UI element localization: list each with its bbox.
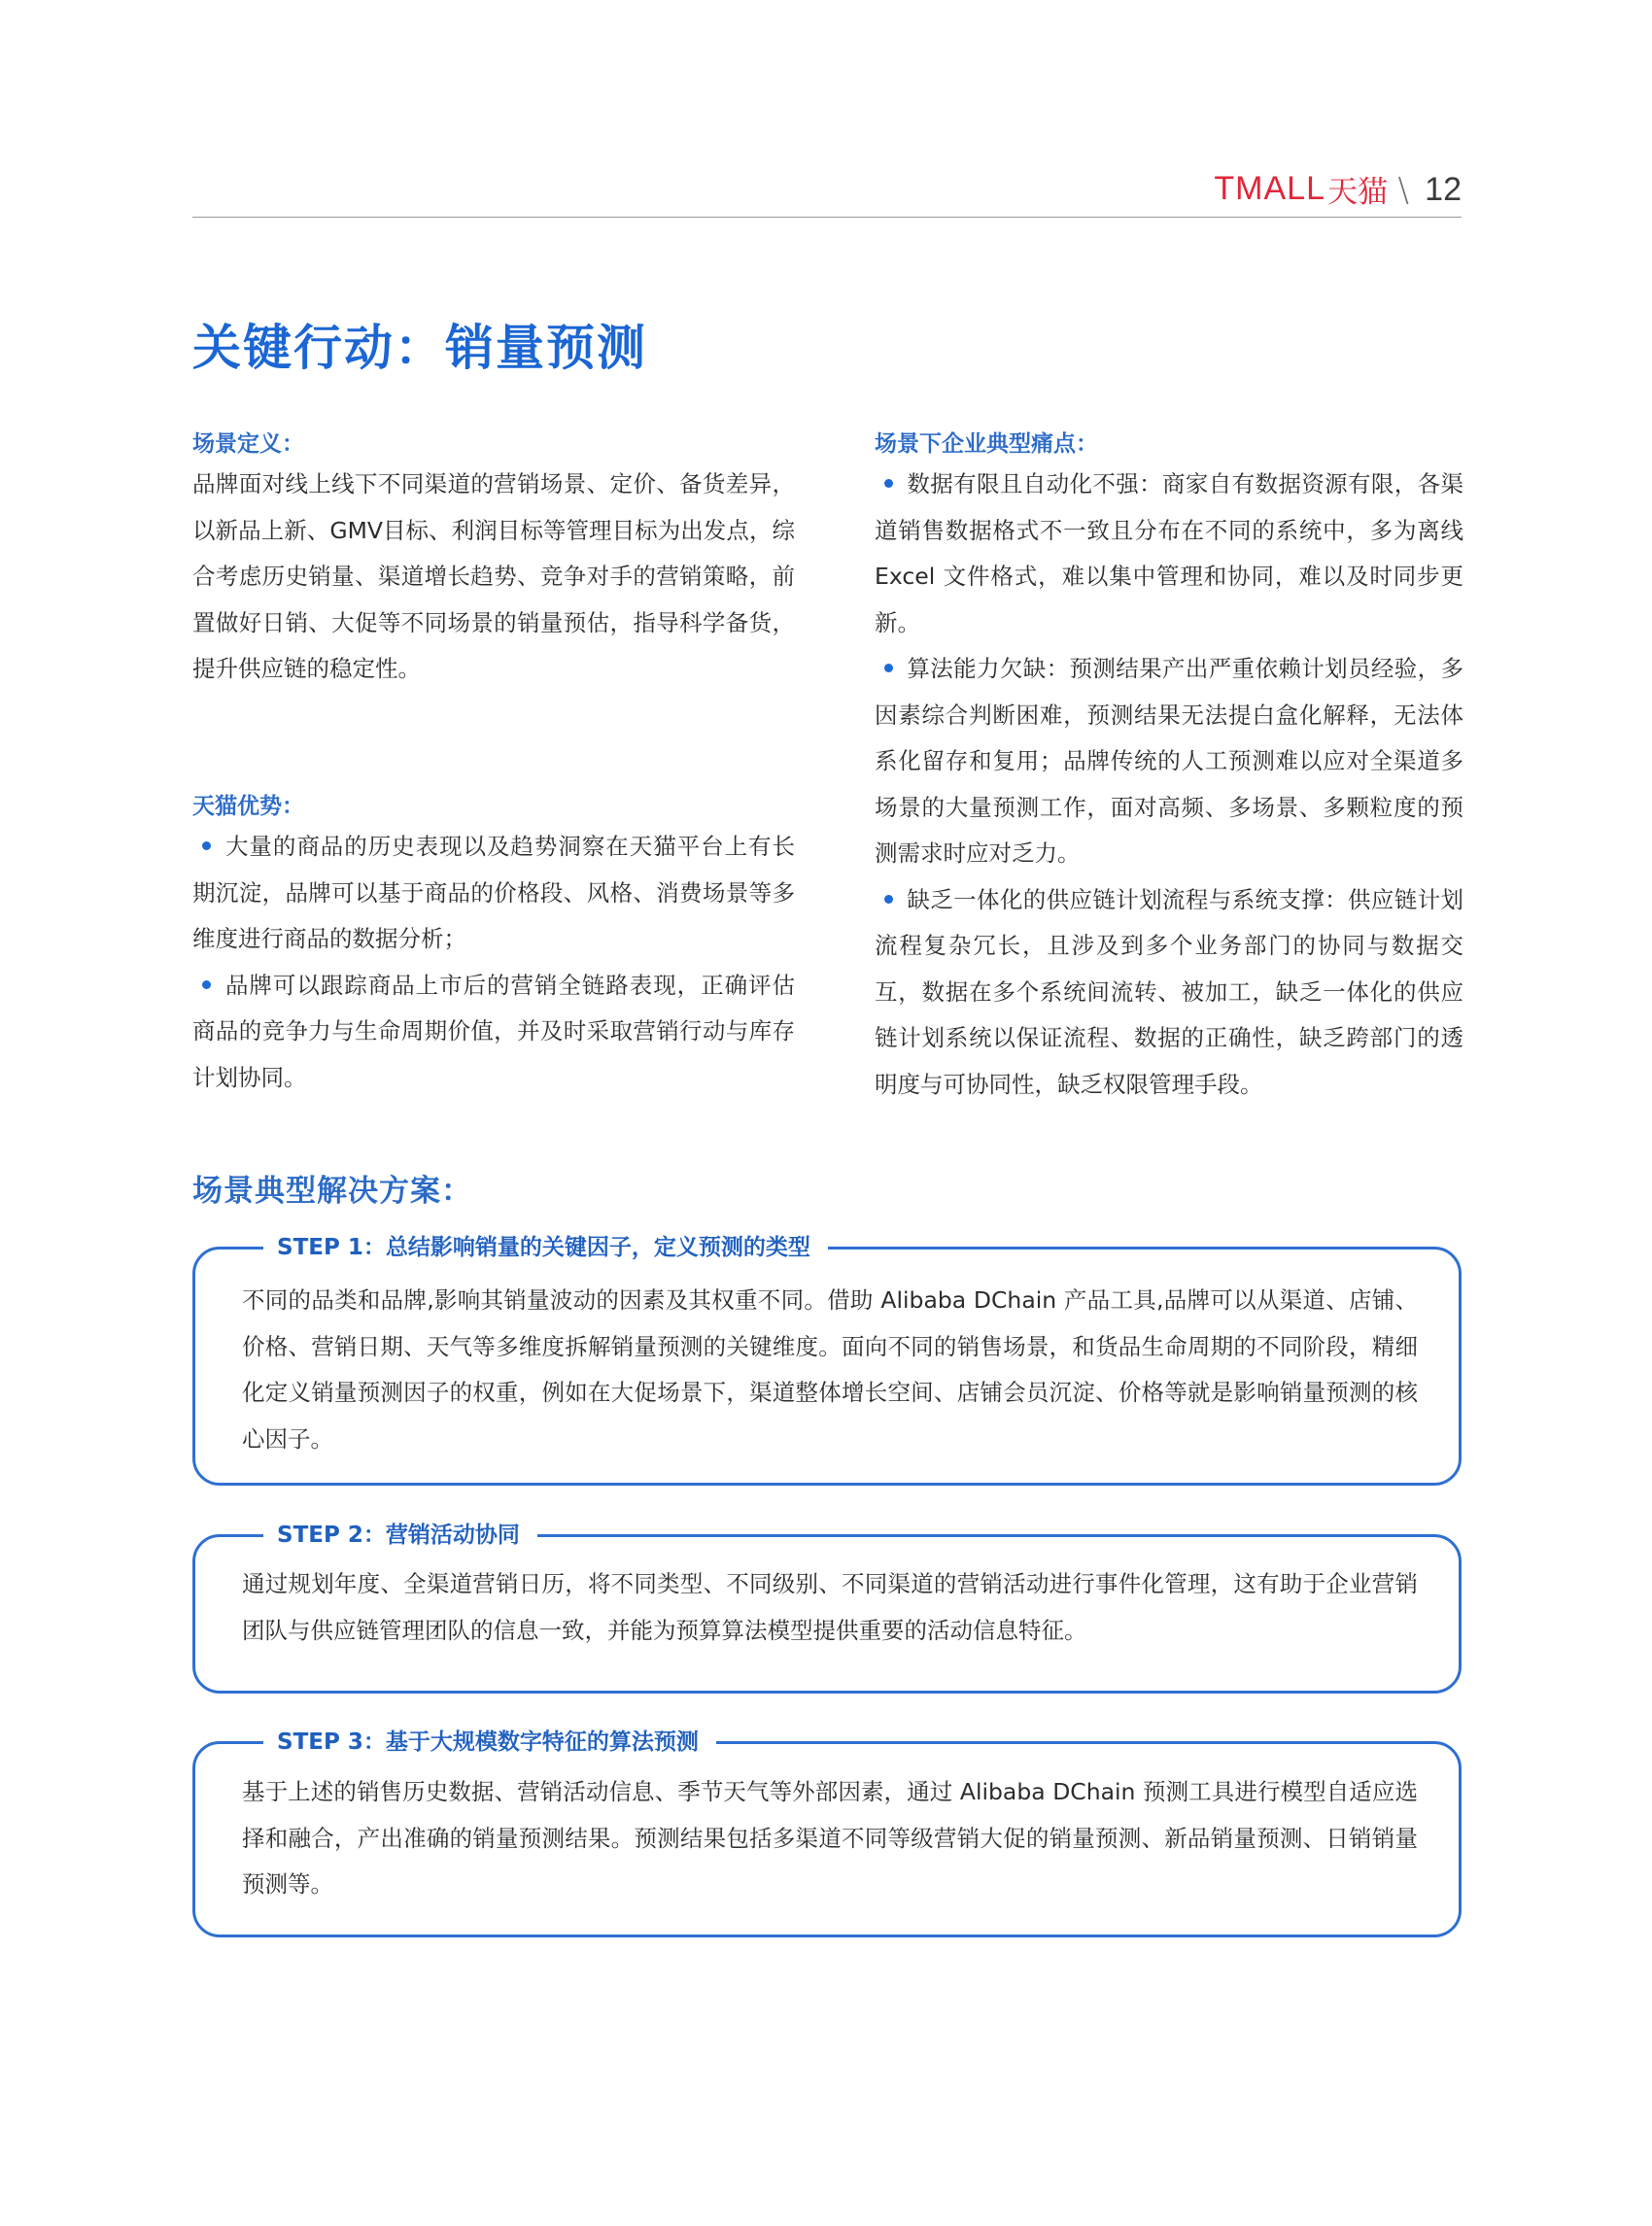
pain-points-section: [875, 462, 1463, 1108]
step-3-label: STEP 3：基于大规模数字特征的算法预测: [263, 1726, 716, 1759]
bullet-icon: [884, 479, 893, 488]
pain-point-item: [875, 646, 1463, 877]
pain-point-item: [875, 877, 1463, 1109]
step-1-box: [192, 1235, 1462, 1486]
bullet-icon: [884, 895, 893, 904]
advantage-item: [192, 963, 795, 1102]
step-3-text: 基于上述的销售历史数据、营销活动信息、季节天气等外部因素，通过 Alibaba DChain 预测工具进行模型自适应选择和融合，产出准确的销量预测结果。预测结果包括多渠道不同等级营销大促的销量预测、新品销量预测、日销销量预测等。: [242, 1778, 1418, 1898]
tmall-advantages-heading: 天猫优势：: [192, 794, 304, 819]
header-divider: [192, 217, 1462, 218]
logo-latin-text: TMALL: [1214, 169, 1325, 207]
advantage-text: 大量的商品的历史表现以及趋势洞察在天猫平台上有长期沉淀，品牌可以基于商品的价格段、风格、消费场景等多维度进行商品的数据分析；: [192, 833, 795, 952]
pain-point-text: 数据有限且自动化不强：商家自有数据资源有限，各渠道销售数据格式不一致且分布在不同的系统中，多为离线 Excel 文件格式，难以集中管理和协同，难以及时同步更新。: [875, 470, 1463, 636]
step-2-label: STEP 2：营销活动协同: [263, 1519, 537, 1552]
logo-chinese-text: 天猫: [1327, 174, 1388, 210]
advantage-item: [192, 824, 795, 963]
pain-point-item: [875, 462, 1463, 646]
pain-point-text: 算法能力欠缺：预测结果产出严重依赖计划员经验，多因素综合判断困难，预测结果无法提白盒化解释，无法体系化留存和复用；品牌传统的人工预测难以应对全渠道多场景的大量预测工作，面对高频、多场景、多颗粒度的预测需求时应对乏力。: [875, 655, 1463, 867]
scene-definition-section: [192, 462, 795, 693]
page-number: 12: [1425, 171, 1462, 208]
step-3-box: [192, 1729, 1462, 1937]
page-title: 关键行动：销量预测: [192, 320, 647, 376]
scene-definition-text: 品牌面对线上线下不同渠道的营销场景、定价、备货差异，以新品上新、GMV目标、利润目标等管理目标为出发点，综合考虑历史销量、渠道增长趋势、竞争对手的营销策略，前置做好日销、大促等不同场景的销量预估，指导科学备货，提升供应链的稳定性。: [192, 470, 795, 682]
header-separator: \: [1397, 171, 1409, 210]
pain-points-heading: 场景下企业典型痛点：: [875, 431, 1098, 457]
tmall-logo: [1214, 169, 1388, 208]
solutions-heading: 场景典型解决方案：: [192, 1174, 472, 1209]
bullet-icon: [202, 841, 211, 850]
scene-definition-heading: 场景定义：: [192, 431, 304, 457]
pain-point-text: 缺乏一体化的供应链计划流程与系统支撑：供应链计划流程复杂冗长，且涉及到多个业务部门的协同与数据交互，数据在多个系统间流转、被加工，缺乏一体化的供应链计划系统以保证流程、数据的正确性，缺乏跨部门的透明度与可协同性，缺乏权限管理手段。: [875, 885, 1463, 1098]
page-header: [192, 165, 1462, 218]
bullet-icon: [202, 980, 211, 989]
advantage-text: 品牌可以跟踪商品上市后的营销全链路表现，正确评估商品的竞争力与生命周期价值，并及时采取营销行动与库存计划协同。: [192, 971, 795, 1091]
bullet-icon: [884, 664, 893, 672]
step-2-box: [192, 1523, 1462, 1694]
step-2-text: 通过规划年度、全渠道营销日历，将不同类型、不同级别、不同渠道的营销活动进行事件化管理，这有助于企业营销团队与供应链管理团队的信息一致，并能为预算算法模型提供重要的活动信息特征。: [242, 1570, 1418, 1644]
step-1-label: STEP 1：总结影响销量的关键因子，定义预测的类型: [263, 1231, 828, 1264]
step-1-text: 不同的品类和品牌,影响其销量波动的因素及其权重不同。借助 Alibaba DChain 产品工具,品牌可以从渠道、店铺、价格、营销日期、天气等多维度拆解销量预测的关键维度。面向不同的销售场景，和货品生命周期的不同阶段，精细化定义销量预测因子的权重，例如在大促场景下，渠道整体增长空间、店铺会员沉淀、价格等就是影响销量预测的核心因子。: [242, 1286, 1418, 1453]
tmall-advantages-section: [192, 824, 795, 1101]
